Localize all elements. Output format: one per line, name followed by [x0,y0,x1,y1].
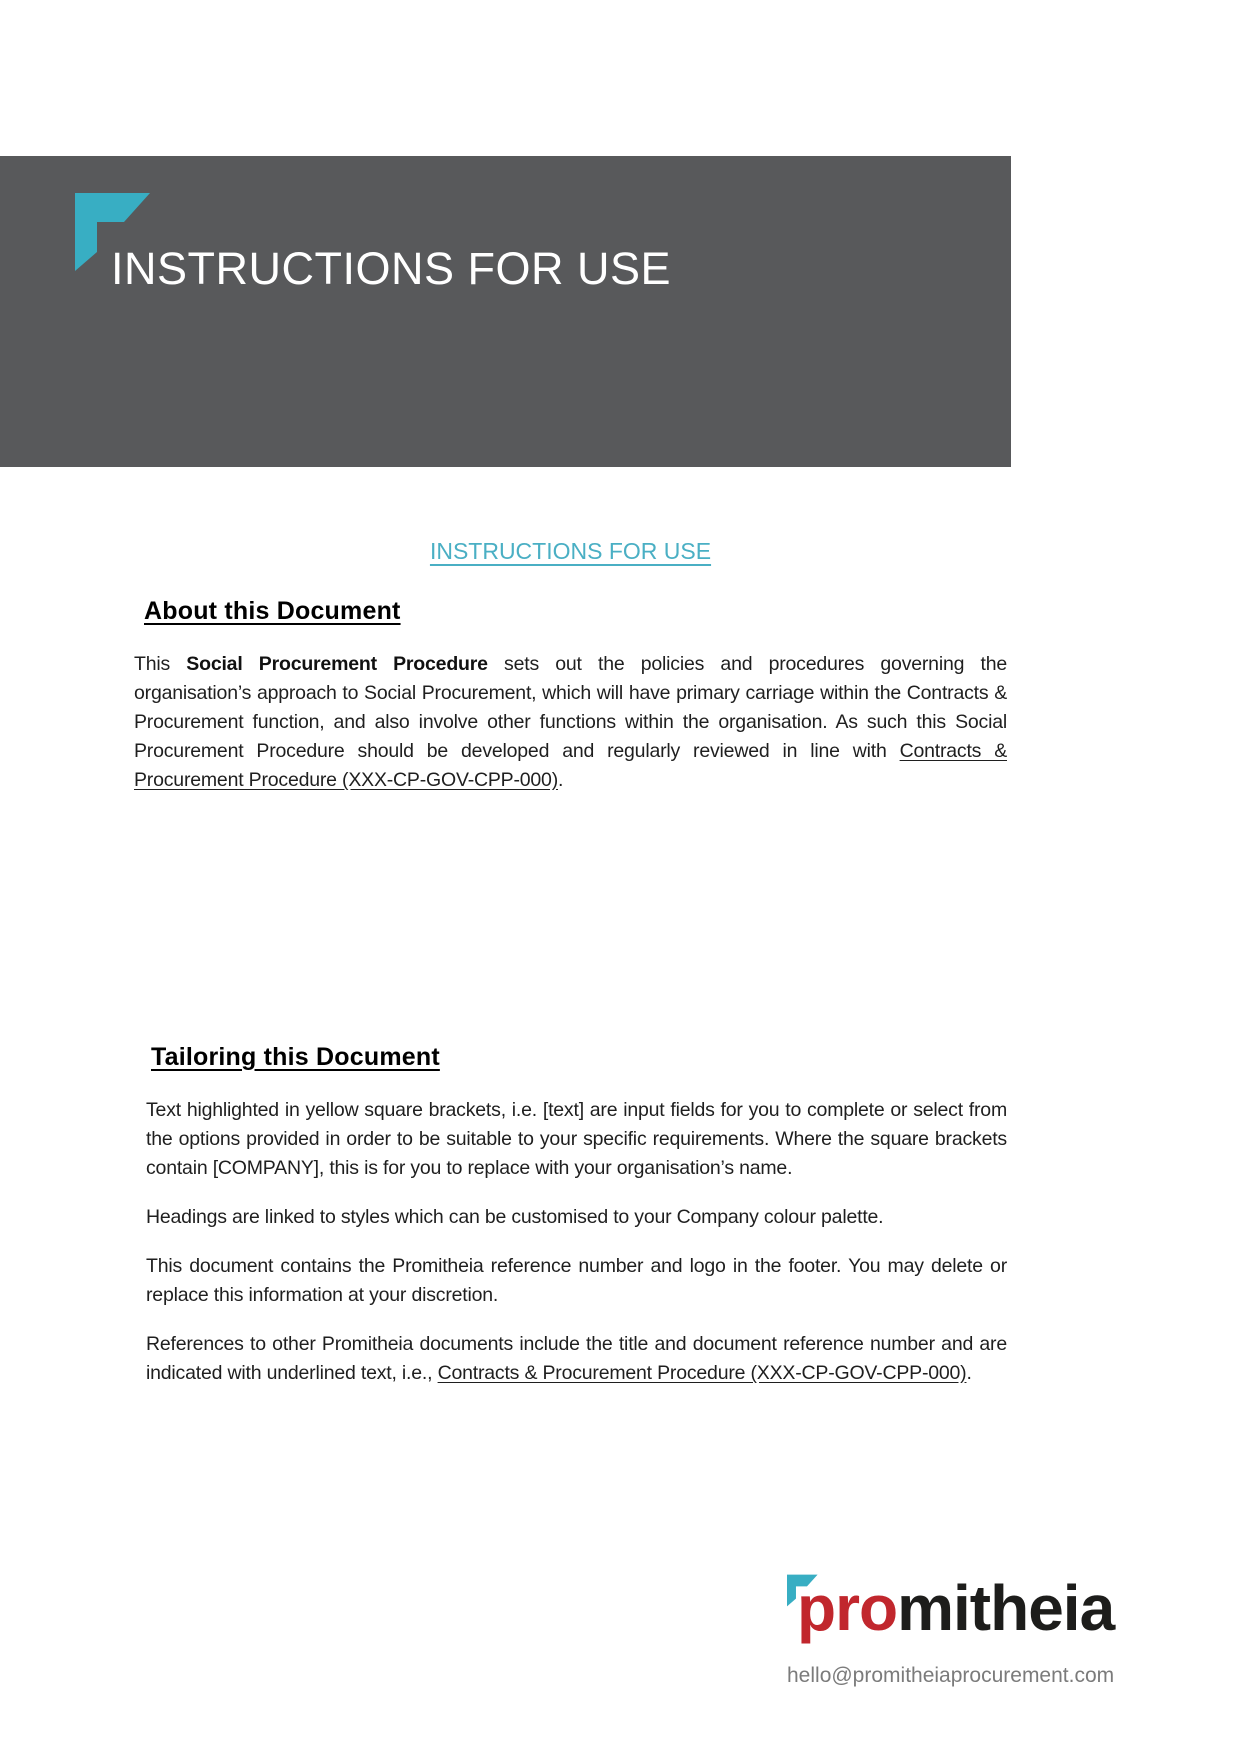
about-p1-text2: sets out the policies and procedures governing the organisation’s approach to Social Procurement, which will have primary carriage within the Contracts & Procurement function, and also involve other functions within the organisation. As such this Social Procurement Procedure should be developed and regularly reviewed in line with [134,653,1008,762]
about-p1-text3: . [558,769,564,791]
about-p1-bold: Social Procurement Procedure [186,653,488,675]
document-title: INSTRUCTIONS FOR USE [111,243,672,294]
about-paragraph [134,650,1007,795]
tailoring-p4-text: References to other Promitheia documents include the title and document reference number and are indicated with underlined text, i.e., [146,1333,1007,1384]
about-heading: About this Document [144,597,401,625]
logo-part-pro: pro [797,1572,898,1644]
tailoring-p4-text2: . [966,1362,972,1384]
tailoring-p4-doc-reference: Contracts & Procurement Procedure (XXX-CP-GOV-CPP-000) [437,1362,967,1384]
toc-link-row [134,538,1007,565]
about-p1-text: This [134,653,187,675]
promitheia-wordmark [797,1572,1115,1644]
logo-part-mitheia: mitheia [897,1572,1115,1644]
tailoring-paragraph-2: Headings are linked to styles which can be customised to your Company colour palette. [146,1206,884,1228]
about-p1-doc-reference: Contracts & Procurement Procedure (XXX-CP-GOV-CPP-000) [134,740,1007,791]
instructions-link[interactable]: INSTRUCTIONS FOR USE [429,538,712,564]
tailoring-paragraph-4 [146,1330,1007,1388]
contact-email: hello@promitheiaprocurement.com [787,1664,1115,1687]
tailoring-paragraph-3: This document contains the Promitheia reference number and logo in the footer. You may delete or replace this information at your discretion. [146,1255,1007,1306]
section-tailoring [146,1043,1007,1408]
title-banner [0,156,1011,467]
tailoring-paragraph-1: Text highlighted in yellow square brackets, i.e. [text] are input fields for you to complete or select from the options provided in order to be suitable to your specific requirements. Where the square brackets contain [COMPANY], this is for you to replace with your organisation’s name. [146,1099,1007,1179]
promitheia-logo [787,1572,1167,1652]
tailoring-heading: Tailoring this Document [151,1043,440,1071]
section-about [134,597,1007,815]
